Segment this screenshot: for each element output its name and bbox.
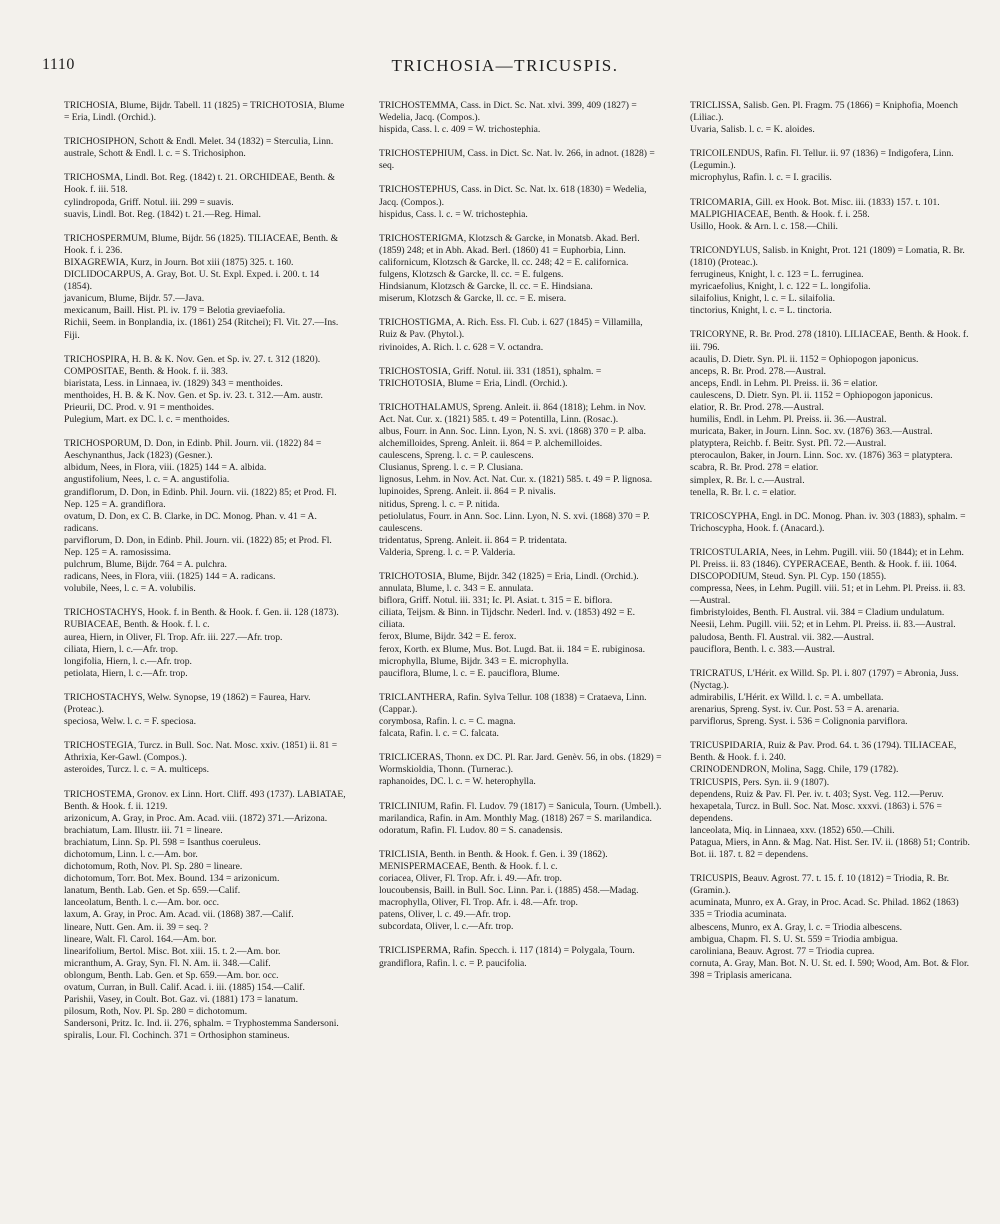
entry-heading: TRICHOSTOSIA, Griff. Notul. iii. 331 (1851), sphalm. = TRICHOTOSIA, Blume = Eria, Lindl. (Orchid.). — [379, 365, 602, 389]
entry-line: parviflorum, D. Don, in Edinb. Phil. Journ. vii. (1822) 85; et Prod. Fl. Nep. 125 = A. ramosissima. — [64, 534, 332, 558]
dictionary-entry — [52, 438, 348, 595]
entry-line: Clusianus, Spreng. l. c. = P. Clusiana. — [379, 462, 523, 474]
entry-line: aurea, Hiern, in Oliver, Fl. Trop. Afr. iii. 227.—Afr. trop. — [64, 631, 283, 643]
entry-line: CRINODENDRON, Molina, Sagg. Chile, 179 (1782). — [690, 764, 899, 776]
entry-heading: TRICOSTULARIA, Nees, in Lehm. Pugill. viii. 50 (1844); et in Lehm. Pl. Preiss. ii. 83 (1846). CYPERACEAE, Benth. & Hook. f. iii. 1064. — [690, 546, 964, 570]
entry-line: subcordata, Oliver, l. c.—Afr. trop. — [379, 921, 514, 933]
entry-line: radicans, Nees, in Flora, viii. (1825) 144 = A. radicans. — [64, 571, 276, 583]
dictionary-entry — [678, 547, 974, 656]
entry-heading: TRICHOTHALAMUS, Spreng. Anleit. ii. 864 (1818); Lehm. in Nov. Act. Nat. Cur. x. (1821) 585. t. 49 = Potentilla, Linn. (Rosac.). — [379, 401, 646, 425]
entry-line: nitidus, Spreng. l. c. = P. nitida. — [379, 498, 500, 510]
entry-line: cornuta, A. Gray, Man. Bot. N. U. St. ed. I. 590; Wood, Am. Bot. & Flor. 398 = Triplasis americana. — [690, 957, 970, 981]
entry-line: oblongum, Benth. Lab. Gen. et Sp. 659.—Am. bor. occ. — [64, 969, 279, 981]
entry-line: miserum, Klotzsch & Garcke, ll. cc. = E. misera. — [379, 293, 567, 305]
entry-line: pauciflora, Blume, l. c. = E. pauciflora, Blume. — [379, 667, 560, 679]
entry-heading: TRICHOSTACHYS, Hook. f. in Benth. & Hook. f. Gen. ii. 128 (1873). RUBIACEAE, Benth. & Hook. f. l. c. — [64, 607, 339, 631]
entry-line: tridentatus, Spreng. Anleit. ii. 864 = P. tridentata. — [379, 534, 567, 546]
entry-line: australe, Schott & Endl. l. c. = S. Trichosiphon. — [64, 148, 246, 160]
entry-line: falcata, Rafin. l. c. = C. falcata. — [379, 728, 499, 740]
running-title: TRICHOSIA—TRICUSPIS. — [391, 56, 619, 75]
entry-line: asteroides, Turcz. l. c. = A. multiceps. — [64, 764, 210, 776]
entry-line: albus, Fourr. in Ann. Soc. Linn. Lyon, N. S. xvi. (1868) 370 = P. alba. — [379, 425, 646, 437]
entry-line: albidum, Nees, in Flora, viii. (1825) 144 = A. albida. — [64, 462, 267, 474]
entry-line: BIXAGREWIA, Kurz, in Journ. Bot xiii (1875) 325. t. 160. — [64, 256, 294, 268]
entry-heading: TRICHOSPIRA, H. B. & K. Nov. Gen. et Sp. iv. 27. t. 312 (1820). COMPOSITAE, Benth. & Hook. f. ii. 383. — [64, 353, 321, 377]
entry-line: parviflorus, Spreng. Syst. i. 536 = Colignonia parviflora. — [690, 716, 908, 728]
entry-line: biaristata, Less. in Linnaea, iv. (1829) 343 = menthoides. — [64, 377, 283, 389]
entry-line: humilis, Endl. in Lehm. Pl. Preiss. ii. 36.—Austral. — [690, 414, 887, 426]
dictionary-entry — [367, 184, 663, 220]
entry-line: spiralis, Lour. Fl. Cochinch. 371 = Orthosiphon stamineus. — [64, 1030, 290, 1042]
entry-line: hispida, Cass. l. c. 409 = W. trichostephia. — [379, 124, 541, 136]
entry-line: arenarius, Spreng. Syst. iv. Cur. Post. 53 = A. arenaria. — [690, 704, 900, 716]
entry-heading: TRICUSPIS, Beauv. Agrost. 77. t. 15. f. 10 (1812) = Triodia, R. Br. (Gramin.). — [690, 873, 950, 897]
entry-line: pauciflora, Benth. l. c. 383.—Austral. — [690, 643, 835, 655]
entry-line: DISCOPODIUM, Steud. Syn. Pl. Cyp. 150 (1855). — [690, 571, 887, 583]
dictionary-entry — [367, 100, 663, 136]
dictionary-entry — [52, 740, 348, 776]
entry-heading: TRICOILENDUS, Rafin. Fl. Tellur. ii. 97 (1836) = Indigofera, Linn. (Legumin.). — [690, 148, 954, 172]
entry-line: myricaefolius, Knight, l. c. 122 = L. longifolia. — [690, 281, 871, 293]
entry-line: patens, Oliver, l. c. 49.—Afr. trop. — [379, 909, 511, 921]
entry-line: dependens, Ruiz & Pav. Fl. Per. iv. t. 403; Syst. Veg. 112.—Peruv. — [690, 788, 944, 800]
dictionary-entry — [367, 945, 663, 969]
entry-line: simplex, R. Br. l. c.—Austral. — [690, 474, 805, 486]
dictionary-entry — [367, 366, 663, 390]
entry-line: micranthum, A. Gray, Syn. Fl. N. Am. ii. 348.—Calif. — [64, 957, 271, 969]
entry-line: Patagua, Miers, in Ann. & Mag. Nat. Hist. Ser. IV. ii. (1868) 51; Contrib. Bot. ii. 187. t. 82 = dependens. — [690, 836, 970, 861]
dictionary-entry — [678, 197, 974, 233]
entry-line: laxum, A. Gray, in Proc. Am. Acad. vii. (1868) 387.—Calif. — [64, 909, 294, 921]
entry-line: ovatum, Curran, in Bull. Calif. Acad. i. iii. (1885) 154.—Calif. — [64, 982, 305, 993]
entry-line: loucoubensis, Baill. in Bull. Soc. Linn. Par. i. (1885) 458.—Madag. — [379, 885, 639, 897]
entry-heading: TRICHOSTEPHUS, Cass. in Dict. Sc. Nat. lx. 618 (1830) = Wedelia, Jacq. (Compos.). — [379, 184, 647, 208]
entry-line: cylindropoda, Griff. Notul. iii. 299 = suavis. — [64, 196, 234, 208]
entry-line: odoratum, Rafin. Fl. Ludov. 80 = S. canadensis. — [379, 824, 563, 836]
entry-line: caulescens, D. Dietr. Syn. Pl. ii. 1152 = Ophiopogon japonicus. — [690, 389, 933, 401]
entry-line: Hindsianum, Klotzsch & Garcke, ll. cc. = E. Hindsiana. — [379, 281, 593, 293]
entry-line: dichotomum, Torr. Bot. Mex. Bound. 134 = arizonicum. — [64, 873, 280, 885]
dictionary-entry — [678, 100, 974, 136]
dictionary-entry — [367, 571, 663, 680]
entry-line: lineare, Walt. Fl. Carol. 164.—Am. bor. — [64, 933, 217, 945]
entry-line: brachiatum, Lam. Illustr. iii. 71 = lineare. — [64, 824, 223, 836]
column-2 — [367, 100, 663, 982]
entry-line: petiolulatus, Fourr. in Ann. Soc. Linn. Lyon, N. S. xvi. (1868) 370 = P. caulescens. — [379, 510, 650, 534]
entry-line: coriacea, Oliver, Fl. Trop. Afr. i. 49.—Afr. trop. — [379, 872, 562, 884]
entry-line: Uvaria, Salisb. l. c. = K. aloides. — [690, 124, 815, 136]
entry-line: lanceolatum, Benth. l. c.—Am. bor. occ. — [64, 897, 220, 909]
entry-line: Valderia, Spreng. l. c. = P. Valderia. — [379, 546, 516, 558]
entry-line: Neesii, Lehm. Pugill. viii. 52; et in Lehm. Pl. Preiss. ii. 83.—Austral. — [690, 619, 956, 631]
dictionary-entry — [367, 402, 663, 559]
entry-line: pterocaulon, Baker, in Journ. Linn. Soc. xv. (1876) 363 = platyptera. — [690, 450, 953, 462]
entry-line: lanatum, Benth. Lab. Gen. et Sp. 659.—Calif. — [64, 885, 241, 897]
entry-line: tenella, R. Br. l. c. = elatior. — [690, 486, 797, 498]
entry-heading: TRICHOSTEMA, Gronov. ex Linn. Hort. Cliff. 493 (1737). LABIATAE, Benth. & Hook. f. ii. 1219. — [64, 788, 346, 812]
entry-line: caulescens, Spreng. l. c. = P. caulescens. — [379, 450, 534, 462]
entry-heading: TRICHOSIPHON, Schott & Endl. Melet. 34 (1832) = Sterculia, Linn. — [64, 136, 334, 148]
entry-line: linearifolium, Bertol. Misc. Bot. xiii. 15. t. 2.—Am. bor. — [64, 945, 281, 957]
entry-heading: TRICHOSTEMMA, Cass. in Dict. Sc. Nat. xlvi. 399, 409 (1827) = Wedelia, Jacq. (Compos.). — [379, 100, 637, 124]
entry-line: silaifolius, Knight, l. c. = L. silaifolia. — [690, 293, 836, 305]
dictionary-entry — [52, 172, 348, 220]
entry-line: fimbristyloides, Benth. Fl. Austral. vii. 384 = Cladium undulatum. — [690, 607, 945, 619]
entry-line: corymbosa, Rafin. l. c. = C. magna. — [379, 716, 516, 728]
dictionary-entry — [52, 607, 348, 680]
entry-line: Richii, Seem. in Bonplandia, ix. (1861) 254 (Ritchei); Fl. Vit. 27.—Ins. Fiji. — [64, 317, 339, 341]
entry-line: rivinoides, A. Rich. l. c. 628 = V. octandra. — [379, 341, 544, 353]
entry-line: grandiflorum, D. Don, in Edinb. Phil. Journ. vii. (1822) 85; et Prod. Fl. Nep. 125 = A. grandiflora. — [64, 486, 337, 510]
entry-line: lupinoides, Spreng. Anleit. ii. 864 = P. nivalis. — [379, 486, 556, 498]
dictionary-entry — [367, 849, 663, 934]
entry-heading: TRICRATUS, L'Hérit. ex Willd. Sp. Pl. i. 807 (1797) = Abronia, Juss. (Nyctag.). — [690, 667, 959, 691]
entry-line: dichotomum, Roth, Nov. Pl. Sp. 280 = lineare. — [64, 861, 243, 873]
entry-line: Pulegium, Mart. ex DC. l. c. = menthoides. — [64, 414, 230, 426]
entry-line: ciliata, Teijsm. & Binn. in Tijdschr. Nederl. Ind. v. (1853) 492 = E. ciliata. — [379, 607, 636, 631]
entry-line: microphylus, Rafin. l. c. = I. gracilis. — [690, 172, 832, 184]
entry-line: Sandersoni, Pritz. Ic. Ind. ii. 276, sphalm. = Tryphostemma Sandersoni. — [64, 1018, 339, 1030]
entry-line: acuminata, Munro, ex A. Gray, in Proc. Acad. Sc. Philad. 1862 (1863) 335 = Triodia acuminata. — [690, 897, 959, 921]
entry-line: ciliata, Hiern, l. c.—Afr. trop. — [64, 643, 179, 655]
entry-line: javanicum, Blume, Bijdr. 57.—Java. — [64, 293, 205, 305]
entry-line: brachiatum, Linn. Sp. Pl. 598 = Isanthus coeruleus. — [64, 836, 261, 848]
dictionary-entry — [678, 329, 974, 498]
entry-line: mexicanum, Baill. Hist. Pl. iv. 179 = Belotia greviaefolia. — [64, 305, 286, 317]
entry-line: platyptera, Reichb. f. Beitr. Syst. Pfl. 72.—Austral. — [690, 438, 887, 450]
entry-line: petiolata, Hiern, l. c.—Afr. trop. — [64, 667, 188, 679]
dictionary-entry — [367, 317, 663, 353]
entry-line: ferrugineus, Knight, l. c. 123 = L. ferruginea. — [690, 269, 864, 281]
entry-heading: TRICOSCYPHA, Engl. in DC. Monog. Phan. iv. 303 (1883), sphalm. = Trichoscypha, Hook. f. (Anacard.). — [690, 510, 966, 534]
entry-heading: TRICLISPERMA, Rafin. Specch. i. 117 (1814) = Polygala, Tourn. — [379, 945, 635, 957]
dictionary-entry — [367, 752, 663, 788]
entry-heading: TRICLICERAS, Thonn. ex DC. Pl. Rar. Jard. Genèv. 56, in obs. (1829) = Wormskioldia, Thonn. (Turnerac.). — [379, 752, 662, 776]
dictionary-entry — [678, 245, 974, 318]
entry-line: Prieurii, DC. Prod. v. 91 = menthoides. — [64, 401, 215, 413]
entry-line: hexapetala, Turcz. in Bull. Soc. Nat. Mosc. xxxvi. (1863) i. 576 = dependens. — [690, 800, 942, 824]
entry-line: volubile, Nees, l. c. = A. volubilis. — [64, 583, 196, 595]
entry-line: TRICUSPIS, Pers. Syn. ii. 9 (1807). — [690, 776, 830, 788]
entry-line: admirabilis, L'Hérit. ex Willd. l. c. = A. umbellata. — [690, 691, 884, 703]
entry-line: microphylla, Blume, Bijdr. 343 = E. microphylla. — [379, 655, 569, 667]
entry-heading: TRICHOSTERIGMA, Klotzsch & Garcke, in Monatsb. Akad. Berl. (1859) 248; et in Abh. Akad. Berl. (1860) 41 = Euphorbia, Linn. — [379, 232, 640, 256]
entry-line: compressa, Nees, in Lehm. Pugill. viii. 51; et in Lehm. Pl. Preiss. ii. 83.—Austral. — [690, 583, 966, 607]
entry-heading: TRICHOSTIGMA, A. Rich. Ess. Fl. Cub. i. 627 (1845) = Villamilla, Ruiz & Pav. (Phytol.). — [379, 317, 643, 341]
entry-heading: TRICHOSTEPHIUM, Cass. in Dict. Sc. Nat. lv. 266, in adnot. (1828) = seq. — [379, 148, 655, 172]
entry-line: fulgens, Klotzsch & Garcke, ll. cc. = E. fulgens. — [379, 269, 564, 281]
entry-line: ferox, Blume, Bijdr. 342 = E. ferox. — [379, 631, 517, 643]
dictionary-entry — [52, 100, 348, 124]
dictionary-entry — [52, 136, 348, 160]
column-1 — [52, 100, 348, 1054]
entry-heading: TRICONDYLUS, Salisb. in Knight, Prot. 121 (1809) = Lomatia, R. Br. (1810) (Proteac.). — [690, 244, 965, 268]
entry-heading: TRICLISIA, Benth. in Benth. & Hook. f. Gen. i. 39 (1862). MENISPERMACEAE, Benth. & Hook. f. l. c. — [379, 848, 608, 872]
entry-line: DICLIDOCARPUS, A. Gray, Bot. U. St. Expl. Exped. i. 200. t. 14 (1854). — [64, 269, 320, 293]
entry-heading: TRICHOSTEGIA, Turcz. in Bull. Soc. Nat. Mosc. xxiv. (1851) ii. 81 = Athrixia, Ker-Gawl. (Compos.). — [64, 740, 338, 764]
entry-line: menthoides, H. B. & K. Nov. Gen. et Sp. iv. 23. t. 312.—Am. austr. — [64, 389, 323, 401]
entry-heading: TRICHOSPORUM, D. Don, in Edinb. Phil. Journ. vii. (1822) 84 = Aeschynanthus, Jack (1823) (Gesner.). — [64, 438, 322, 462]
entry-line: lanceolata, Miq. in Linnaea, xxv. (1852) 650.—Chili. — [690, 824, 895, 836]
entry-heading: TRICHOSIA, Blume, Bijdr. Tabell. 11 (1825) = TRICHOTOSIA, Blume = Eria, Lindl. (Orchid.). — [64, 100, 345, 124]
entry-heading: TRICHOSMA, Lindl. Bot. Reg. (1842) t. 21. ORCHIDEAE, Benth. & Hook. f. iii. 518. — [64, 172, 336, 196]
entry-line: angustifolium, Nees, l. c. = A. angustifolia. — [64, 474, 230, 486]
entry-line: ferox, Korth. ex Blume, Mus. Bot. Lugd. Bat. ii. 184 = E. rubiginosa. — [379, 643, 646, 655]
entry-line: lignosus, Lehm. in Nov. Act. Nat. Cur. x. (1821) 585. t. 49 = P. lignosa. — [379, 474, 653, 486]
entry-line: ambigua, Chapm. Fl. S. U. St. 559 = Triodia ambigua. — [690, 933, 898, 945]
entry-line: grandiflora, Rafin. l. c. = P. paucifolia. — [379, 957, 527, 969]
dictionary-entry — [678, 148, 974, 184]
entry-heading: TRICHOSTACHYS, Welw. Synopse, 19 (1862) = Faurea, Harv. (Proteac.). — [64, 691, 311, 716]
page-number: 1110 — [42, 56, 75, 73]
dictionary-entry — [367, 692, 663, 740]
entry-line: californicum, Klotzsch & Garcke, ll. cc. 248; 42 = E. californica. — [379, 256, 629, 268]
entry-line: raphanoides, DC. l. c. = W. heterophylla. — [379, 776, 536, 788]
entry-line: arizonicum, A. Gray, in Proc. Am. Acad. viii. (1872) 371.—Arizona. — [64, 812, 328, 824]
entry-heading: TRICHOSPERMUM, Blume, Bijdr. 56 (1825). TILIACEAE, Benth. & Hook. f. i. 236. — [64, 232, 339, 256]
entry-line: ovatum, D. Don, ex C. B. Clarke, in DC. Monog. Phan. v. 41 = A. radicans. — [64, 510, 317, 534]
entry-heading: TRICOMARIA, Gill. ex Hook. Bot. Misc. iii. (1833) 157. t. 101. MALPIGHIACEAE, Benth. & Hook. f. i. 258. — [690, 196, 940, 220]
entry-line: anceps, Endl. in Lehm. Pl. Preiss. ii. 36 = elatior. — [690, 377, 878, 389]
dictionary-entry — [52, 233, 348, 342]
entry-line: scabra, R. Br. Prod. 278 = elatior. — [690, 462, 819, 474]
entry-line: annulata, Blume, l. c. 343 = E. annulata. — [379, 583, 534, 595]
dictionary-entry — [367, 801, 663, 837]
dictionary-entry — [52, 692, 348, 728]
entry-line: lineare, Nutt. Gen. Am. ii. 39 = seq. ? — [64, 921, 208, 933]
dictionary-entry — [678, 740, 974, 861]
entry-line: elatior, R. Br. Prod. 278.—Austral. — [690, 401, 824, 413]
entry-line: anceps, R. Br. Prod. 278.—Austral. — [690, 365, 826, 377]
entry-line: pilosum, Roth, Nov. Pl. Sp. 280 = dichotomum. — [64, 1006, 248, 1018]
dictionary-entry — [52, 354, 348, 427]
dictionary-entry — [678, 668, 974, 728]
entry-heading: TRICLINIUM, Rafin. Fl. Ludov. 79 (1817) = Sanicula, Tourn. (Umbell.). — [379, 800, 662, 812]
entry-line: caroliniana, Beauv. Agrost. 77 = Triodia cuprea. — [690, 945, 875, 957]
entry-line: acaulis, D. Dietr. Syn. Pl. ii. 1152 = Ophiopogon japonicus. — [690, 353, 919, 365]
entry-line: Usillo, Hook. & Arn. l. c. 158.—Chili. — [690, 220, 838, 232]
entry-line: macrophylla, Oliver, Fl. Trop. Afr. i. 48.—Afr. trop. — [379, 897, 578, 909]
entry-line: longifolia, Hiern, l. c.—Afr. trop. — [64, 655, 192, 667]
dictionary-entry — [367, 148, 663, 172]
entry-line: tinctorius, Knight, l. c. = L. tinctoria. — [690, 305, 832, 317]
entry-line: speciosa, Welw. l. c. = F. speciosa. — [64, 716, 197, 728]
dictionary-entry — [367, 233, 663, 306]
entry-line: hispidus, Cass. l. c. = W. trichostephia. — [379, 208, 528, 220]
page-header — [40, 56, 970, 82]
entry-line: Parishii, Vasey, in Coult. Bot. Gaz. vi. (1881) 173 = lanatum. — [64, 994, 299, 1006]
dictionary-entry — [678, 511, 974, 535]
entry-heading: TRICUSPIDARIA, Ruiz & Pav. Prod. 64. t. 36 (1794). TILIACEAE, Benth. & Hook. f. i. 240. — [690, 740, 957, 764]
entry-line: albescens, Munro, ex A. Gray, l. c. = Triodia albescens. — [690, 921, 903, 933]
entry-line: biflora, Griff. Notul. iii. 331; Ic. Pl. Asiat. t. 315 = E. biflora. — [379, 595, 613, 607]
entry-heading: TRICLANTHERA, Rafin. Sylva Tellur. 108 (1838) = Crataeva, Linn. (Cappar.). — [379, 691, 647, 715]
entry-line: paludosa, Benth. Fl. Austral. vii. 382.—Austral. — [690, 631, 874, 643]
entry-line: suavis, Lindl. Bot. Reg. (1842) t. 21.—Reg. Himal. — [64, 208, 261, 220]
dictionary-entry — [52, 789, 348, 1043]
entry-line: dichotomum, Linn. l. c.—Am. bor. — [64, 848, 198, 860]
entry-line: muricata, Baker, in Journ. Linn. Soc. xv. (1876) 363.—Austral. — [690, 426, 933, 438]
entry-line: marilandica, Rafin. in Am. Monthly Mag. (1818) 267 = S. marilandica. — [379, 812, 652, 824]
dictionary-entry — [678, 873, 974, 982]
entry-heading: TRICLISSA, Salisb. Gen. Pl. Fragm. 75 (1866) = Kniphofia, Moench (Liliac.). — [690, 100, 958, 124]
column-3 — [678, 100, 974, 994]
entry-line: alchemilloides, Spreng. Anleit. ii. 864 = P. alchemilloides. — [379, 438, 603, 450]
entry-heading: TRICORYNE, R. Br. Prod. 278 (1810). LILIACEAE, Benth. & Hook. f. iii. 796. — [690, 329, 969, 353]
entry-line: pulchrum, Blume, Bijdr. 764 = A. pulchra. — [64, 559, 227, 571]
entry-heading: TRICHOTOSIA, Blume, Bijdr. 342 (1825) = Eria, Lindl. (Orchid.). — [379, 571, 639, 582]
